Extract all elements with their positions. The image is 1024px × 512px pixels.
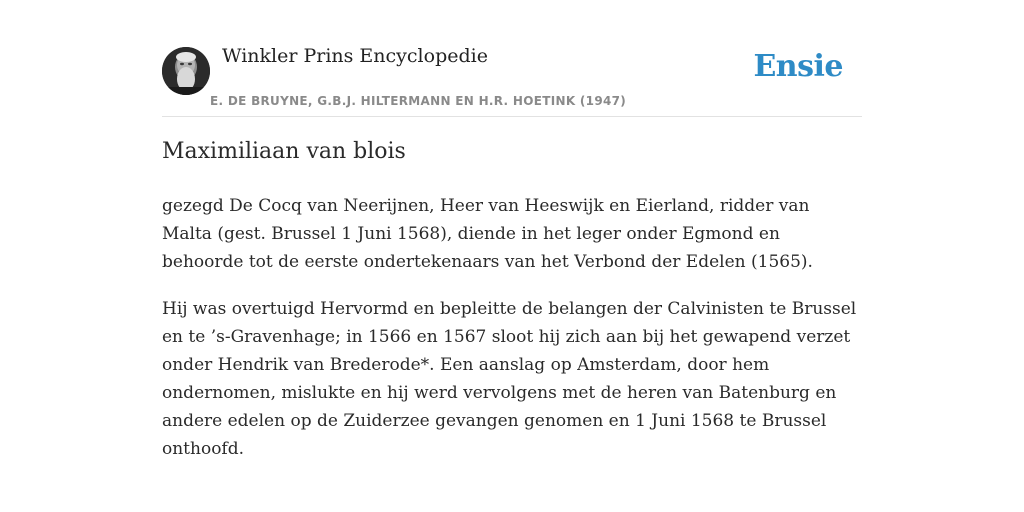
entry-paragraph: Hij was overtuigd Hervormd en bepleitte de belangen der Calvinisten te Brussel en te ’s-Gravenhage; in 1566 en 1567 sloot hij zich aan bij het gewapend verzet onder Hendrik van Brederode*. Een aanslag op Amsterdam, door hem ondernomen, mislukte en hij werd vervolgens met de heren van Batenburg en andere edelen op de Zuiderzee gevangen genomen en 1 Juni 1568 te Brussel onthoofd. bbox=[162, 299, 857, 459]
encyclopedia-title[interactable]: Winkler Prins Encyclopedie bbox=[222, 45, 488, 67]
authors-line: E. DE BRUYNE, G.B.J. HILTERMANN EN H.R. HOETINK (1947) bbox=[210, 94, 627, 108]
entry-title: Maximiliaan van blois bbox=[162, 139, 406, 164]
author-portrait-icon bbox=[162, 47, 210, 95]
brand-logo-link[interactable]: Ensie bbox=[753, 49, 843, 84]
entry-paragraph: gezegd De Cocq van Neerijnen, Heer van Heeswijk en Eierland, ridder van Malta (gest. Brussel 1 Juni 1568), diende in het leger onder Egmond en behoorde tot de eerste ondertekenaars van het Verbond der Edelen (1565). bbox=[162, 196, 813, 272]
header bbox=[162, 44, 862, 117]
